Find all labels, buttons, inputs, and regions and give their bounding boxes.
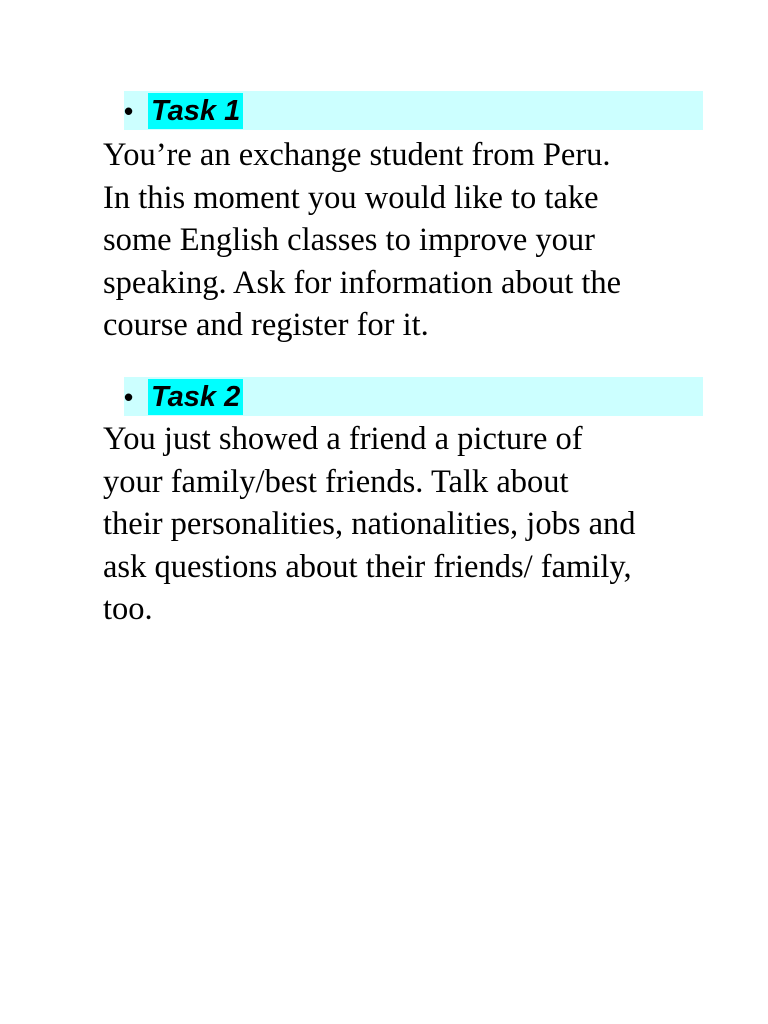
task-1-title: Task 1 — [148, 93, 243, 129]
task-2-title: Task 2 — [148, 379, 243, 415]
task-1-bullet: • — [124, 95, 134, 126]
task-2-header — [124, 377, 703, 416]
task-1-header — [124, 91, 703, 130]
task-1-description: You’re an exchange student from Peru. In this moment you would like to take some English classes to improve your speaking. Ask for information about the course and register for it. — [103, 137, 622, 343]
task-2-description: You just showed a friend a picture of your family/best friends. Talk about their personalities, nationalities, jobs and ask questions about their friends/ family, too. — [103, 421, 636, 627]
task-1-block — [103, 91, 703, 347]
task-2-bullet: • — [124, 381, 134, 412]
task-2-block — [103, 377, 703, 631]
